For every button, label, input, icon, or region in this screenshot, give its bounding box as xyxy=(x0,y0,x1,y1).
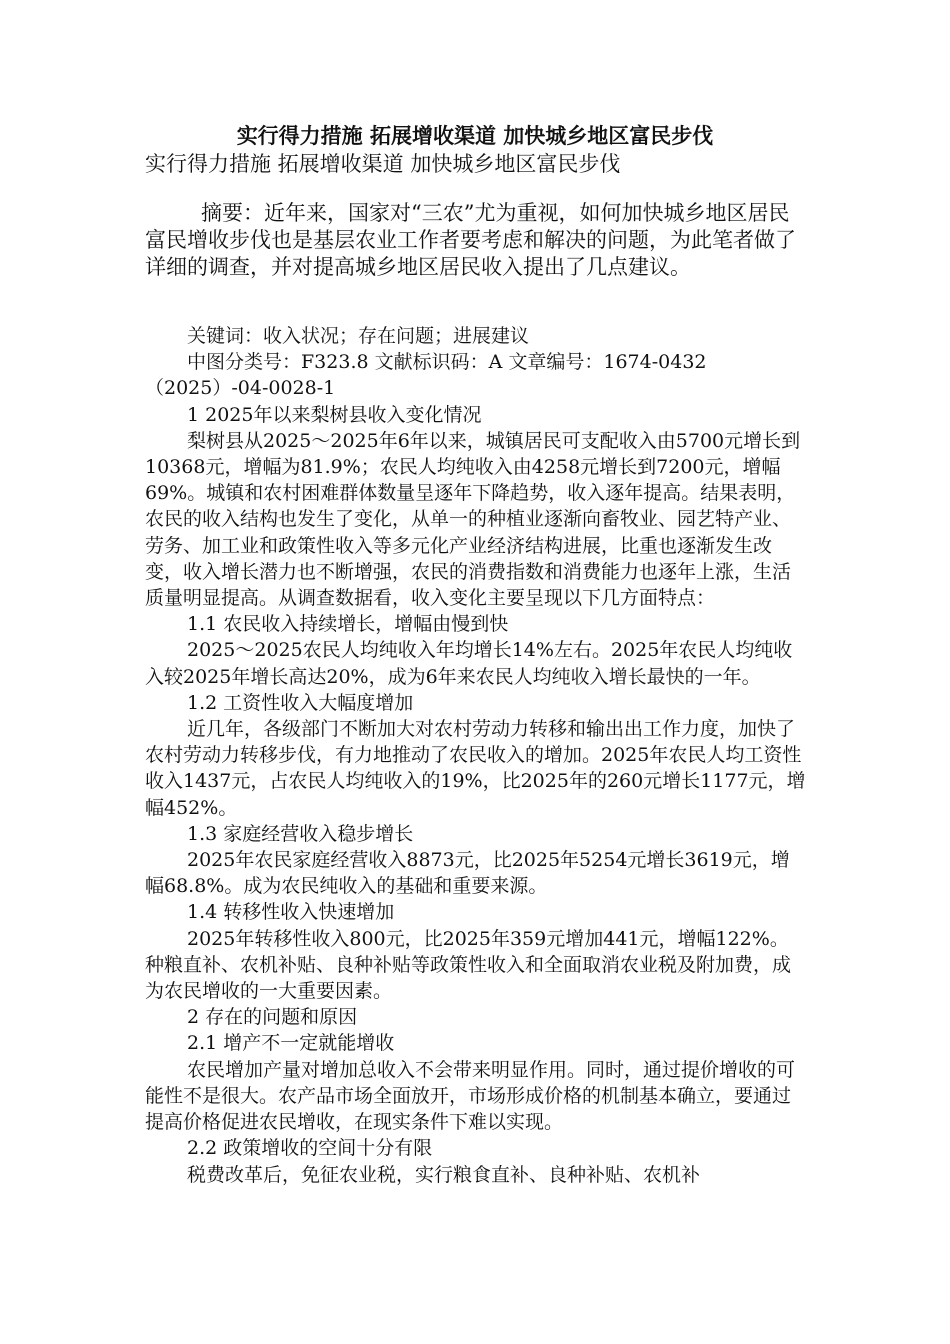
section-paragraph: 2025年转移性收入800元，比2025年359元增加441元，增幅122%。种粮直补、农机补贴、良种补贴等政策性收入和全面取消农业税及附加费，成为农民增收的一大重要因素。 xyxy=(145,927,792,1003)
abstract-paragraph: 摘要：近年来，国家对“三农”尤为重视，如何加快城乡地区居民富民增收步伐也是基层农业工作者要考虑和解决的问题，为此笔者做了详细的调查，并对提高城乡地区居民收入提出了几点建议。 xyxy=(145,201,796,279)
section-paragraph: 税费改革后，免征农业税，实行粮食直补、良种补贴、农机补 xyxy=(187,1163,701,1186)
section-heading: 1.4 转移性收入快速增加 xyxy=(187,901,395,924)
section-heading: 1.2 工资性收入大幅度增加 xyxy=(187,691,414,714)
section-paragraph: 2025～2025农民人均纯收入年均增长14%左右。2025年农民人均纯收入较2025年增长高达20%，成为6年来农民人均纯收入增长最快的一年。 xyxy=(145,639,793,688)
section-heading: 1.3 家庭经营收入稳步增长 xyxy=(187,822,414,845)
section-heading: 2.1 增产不一定就能增收 xyxy=(187,1032,395,1055)
section-paragraph: 近几年，各级部门不断加大对农村劳动力转移和输出出工作力度，加快了农村劳动力转移步伐，有力地推动了农民收入的增加。2025年农民人均工资性收入1437元，占农民人均纯收入的19%，比2025年的260元增长1177元，增幅452%。 xyxy=(145,718,806,819)
article-body xyxy=(145,323,807,1188)
section-paragraph: 梨树县从2025～2025年6年以来，城镇居民可支配收入由5700元增长到10368元，增幅为81.9%；农民人均纯收入由4258元增长到7200元，增幅69%。城镇和农村困难群体数量呈逐年下降趋势，收入逐年提高。结果表明，农民的收入结构也发生了变化，从单一的种植业逐渐向畜牧业、园艺特产业、劳务、加工业和政策性收入等多元化产业经济结构进展，比重也逐渐发生改变，收入增长潜力也不断增强，农民的消费指数和消费能力也逐年上涨，生活质量明显提高。从调查数据看，收入变化主要呈现以下几方面特点： xyxy=(145,429,801,610)
section-heading: 2.2 政策增收的空间十分有限 xyxy=(187,1137,433,1160)
section-paragraph: 2025年农民家庭经营收入8873元，比2025年5254元增长3619元，增幅68.8%。成为农民纯收入的基础和重要来源。 xyxy=(145,849,790,898)
page-title: 实行得力措施 拓展增收渠道 加快城乡地区富民步伐 xyxy=(236,123,714,148)
section-heading: 1 2025年以来梨树县收入变化情况 xyxy=(187,403,482,426)
section-heading: 1.1 农民收入持续增长，增幅由慢到快 xyxy=(187,613,509,636)
classification-line: 中图分类号：F323.8 文献标识码：A 文章编号：1674-0432（2025）-04-0028-1 xyxy=(145,351,707,400)
keywords-line: 关键词：收入状况；存在问题；进展建议 xyxy=(187,325,530,347)
section-paragraph: 农民增加产量对增加总收入不会带来明显作用。同时，通过提价增收的可能性不是很大。农产品市场全面放开，市场形成价格的机制基本确立，要通过提高价格促进农民增收，在现实条件下难以实现。 xyxy=(145,1058,796,1134)
section-heading: 2 存在的问题和原因 xyxy=(187,1006,358,1029)
page-subtitle: 实行得力措施 拓展增收渠道 加快城乡地区富民步伐 xyxy=(145,152,621,176)
